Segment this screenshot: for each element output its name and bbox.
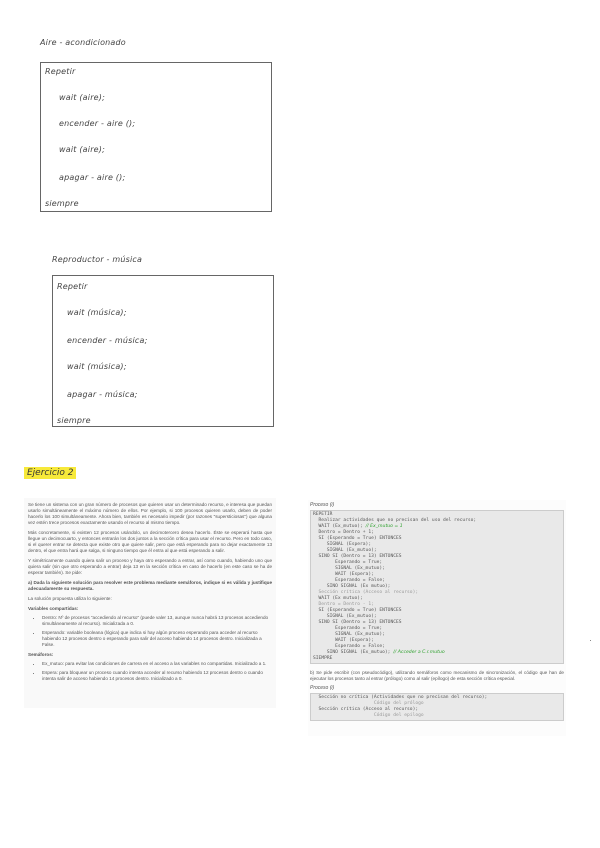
- left-p2: Más concretamente, si existen 12 procesos usándolo, un decimotercero desea hacerlo. Éste se esperará hasta que llegue un decimocuarto, y entonces entrarán los dos juntos a la sección crítica para usar el recurso. Pero en todo caso, si el querer entrar se detecta que existe otro que quiere salir, pero que está esperando para no dejar exactamente 13 dentro, el que entra hará que salga, si ninguno tiempo que él entra al que está esperando a salir.: [28, 530, 272, 553]
- note1-line-5: siempre: [45, 199, 79, 208]
- note1-box: [40, 62, 272, 212]
- left-p1: Se tiene un sistema con un gran número de procesos que quieren usar un determinado recurso, e interesa que puedan usarlo simultáneamente el máximo número de ellos. Por ejemplo, si 100 procesos quieren usarlo, deben de poder hacerlo los 100 simultáneamente. Ahora bien, también es necesario impedir (por razones "supersticiosas") que alguna vez estén trece procesos exactamente usando el recurso al mismo tiempo.: [28, 502, 272, 525]
- note2-line-2: encender - música;: [67, 336, 148, 345]
- code-line-20: SIGNAL (Ex_mutuo);: [313, 632, 385, 637]
- note2-line-3: wait (música);: [67, 362, 127, 371]
- note2-title: Reproductor - música: [52, 255, 143, 264]
- code-line-3: Dentro = Dentro + 1;: [313, 530, 374, 535]
- code-line-23: SINO SIGNAL (Ex_mutuo);: [313, 650, 391, 655]
- right-code-2: [310, 693, 564, 721]
- code-annotation-2: // Acceder a C.r.mutuo: [393, 650, 445, 655]
- right-title: Proceso (i): [310, 502, 335, 508]
- stray-mark: [590, 640, 591, 641]
- code-annotation-1: // Ex_mutuo = 1: [365, 524, 403, 529]
- note1-line-3: wait (aire);: [59, 145, 106, 154]
- note1-title: Aire - acondicionado: [40, 38, 126, 47]
- note2-line-1: wait (música);: [67, 308, 127, 317]
- left-p4: a) Dada la siguiente solución para resolver este problema mediante semáforos, indique si es válida y justifique adecuadamente su respuesta.: [28, 580, 272, 591]
- left-var-1: • Esperando: variable booleana (lógica) que indica si hay algún proceso esperando para acceder al recurso habiendo 12 procesos dentro o esperando para salir del acceso habiendo 14 procesos dentro. Inicializada a False.: [42, 630, 272, 648]
- code-line-18: SINO SI (Dentro = 13) ENTONCES: [313, 620, 402, 625]
- code-line-10: WAIT (Espera);: [313, 572, 374, 577]
- code-line-13: Sección crítica (Acceso al recurso);: [313, 590, 419, 595]
- code-line-1: Realizar actividades que no precisan del uso del recurso;: [313, 518, 477, 523]
- left-sems-list: [28, 661, 272, 682]
- code2-line-1: Código del prólogo: [313, 701, 424, 706]
- note2-line-0: Repetir: [57, 282, 88, 291]
- code-line-12: SINO SIGNAL (Ex mutuo);: [313, 584, 391, 589]
- note1-line-2: encender - aire ();: [59, 119, 136, 128]
- note2-line-4: apagar - música;: [67, 390, 138, 399]
- code-line-19: Esperando = True;: [313, 626, 383, 631]
- right-code: [310, 510, 564, 664]
- code2-line-3: Código del epílogo: [313, 713, 424, 718]
- left-uses: La solución propuesta utiliza lo siguiente:: [28, 596, 112, 601]
- left-vars-list: [28, 615, 272, 648]
- right-document: [308, 500, 566, 736]
- left-document: [24, 498, 276, 708]
- code-line-24: SIEMPRE: [313, 656, 333, 661]
- right-title-2: Proceso (i): [310, 685, 335, 691]
- code-line-17: SIGNAL (Ex_mutuo);: [313, 614, 377, 619]
- note1-line-4: apagar - aire ();: [59, 173, 126, 182]
- left-var-0: • Dentro: Nº de procesos "accediendo al recurso" (puede valer 13, aunque nunca habrá 13 procesos accediendo simultáneamente al recurso). Inicializada a 0.: [42, 615, 272, 627]
- note2-box: [52, 275, 274, 427]
- code-line-8: Esperando = True;: [313, 560, 383, 565]
- left-p3: Y simétricamente cuando quiera salir un proceso y haya otro esperando a entrar, así como cuando, habiendo uno que quiera salir (sin que otro esperando a entrar) deja 13 en la sección crítica en caso de hacerlo (en este caso se ha de esperar también). Se pide:: [28, 558, 272, 575]
- exercise-label: Ejercicio 2: [24, 467, 76, 479]
- code-line-21: WAIT (Espera);: [313, 638, 374, 643]
- right-para-b: b) Se pide escribir (con pseudocódigo), utilizando semáforos como mecanismo de sincronización, el código que han de ejecutar los procesos tanto al entrar (prólogo) como al salir (epílogo) de esta sección crítica especial.: [310, 670, 564, 681]
- code-line-9: SIGNAL (Ex_mutuo);: [313, 566, 385, 571]
- left-vars-head: Variables compartidas:: [28, 606, 79, 611]
- code2-line-2: Sección crítica (Acceso al recurso);: [313, 707, 419, 712]
- code-line-2: WAIT (Ex_mutuo);: [313, 524, 363, 529]
- code-line-11: Esperando = False;: [313, 578, 385, 583]
- left-sem-1: • Espera: para bloquear un proceso cuando intenta acceder al recurso habiendo 12 procesos dentro o cuando intenta salir de acceso habiendo 14 procesos dentro. Inicializado a 0.: [42, 670, 272, 682]
- code-line-15: Dentro = Dentro - 1;: [313, 602, 374, 607]
- code2-line-0: Sección no crítica (Actividades que no precisan del recurso);: [313, 695, 488, 700]
- code-line-16: SI (Esperando = True) ENTONCES: [313, 608, 402, 613]
- code-line-6: SIGNAL (Ex_mutuo);: [313, 548, 377, 553]
- note1-line-1: wait (aire);: [59, 93, 106, 102]
- left-sems-head: Semáforos:: [28, 652, 54, 657]
- note1-line-0: Repetir: [45, 67, 76, 76]
- code-line-7: SINO SI (Dentro = 13) ENTONCES: [313, 554, 402, 559]
- code-line-22: Esperando = False;: [313, 644, 385, 649]
- code-line-5: SIGNAL (Espera);: [313, 542, 372, 547]
- code-line-0: REPETIR: [313, 512, 333, 517]
- code-line-14: WAIT (Ex mutuo);: [313, 596, 363, 601]
- left-sem-0: • Ex_mutuo: para evitar las condiciones de carrera en el acceso a las variables no compartidas. Inicializado a 1.: [42, 661, 272, 667]
- code-line-4: SI (Esperando = True) ENTONCES: [313, 536, 402, 541]
- note2-line-5: siempre: [57, 416, 91, 425]
